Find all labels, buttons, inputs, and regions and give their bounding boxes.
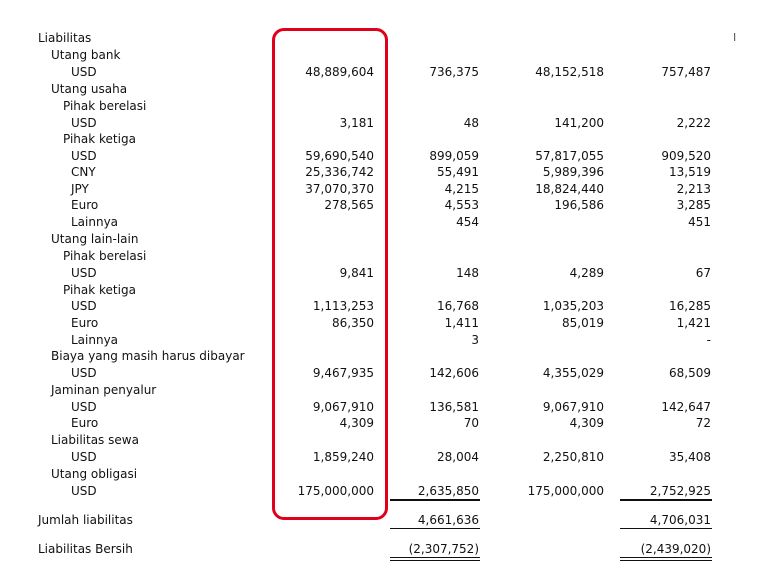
- cell-col1: 175,000,000: [297, 484, 374, 498]
- cell-col2: 148: [456, 266, 479, 280]
- cell-col2: 55,491: [437, 165, 479, 179]
- row-label: USD: [71, 116, 97, 130]
- row-label: Euro: [71, 316, 99, 330]
- cell-col2: 1,411: [444, 316, 479, 330]
- row-label: JPY: [71, 182, 89, 196]
- row-label: USD: [71, 149, 97, 163]
- subtotal-rule-col2: [390, 499, 480, 501]
- cell-col2: 16,768: [437, 299, 479, 313]
- cell-col1: 9,467,935: [312, 366, 374, 380]
- cell-col3: 9,067,910: [542, 400, 604, 414]
- cell-col4: 4,706,031: [649, 513, 711, 527]
- row-label: USD: [71, 65, 97, 79]
- cell-col1: 48,889,604: [305, 65, 374, 79]
- table-row: [0, 541, 765, 557]
- cell-col3: 5,989,396: [542, 165, 604, 179]
- cell-col4: 72: [695, 416, 711, 430]
- cell-col4: 68,509: [669, 366, 711, 380]
- cell-col3: 4,309: [569, 416, 604, 430]
- row-label: Pihak berelasi: [63, 99, 147, 113]
- row-label: USD: [71, 400, 97, 414]
- cell-col2: 28,004: [437, 450, 479, 464]
- row-label: USD: [71, 366, 97, 380]
- cell-col4: (2,439,020): [640, 542, 711, 556]
- total-rule-col4: [620, 528, 712, 529]
- cell-col2: 899,059: [429, 149, 479, 163]
- cell-col4: 16,285: [669, 299, 711, 313]
- row-label: Pihak ketiga: [63, 132, 136, 146]
- row-label: Lainnya: [71, 333, 119, 347]
- cell-col3: 57,817,055: [535, 149, 604, 163]
- cell-col3: 85,019: [562, 316, 604, 330]
- cell-col2: 136,581: [429, 400, 479, 414]
- cell-col2: 4,661,636: [417, 513, 479, 527]
- cell-col2: 48: [463, 116, 479, 130]
- cell-col3: 175,000,000: [527, 484, 604, 498]
- row-label: USD: [71, 484, 97, 498]
- cell-col3: 18,824,440: [535, 182, 604, 196]
- cell-col3: 141,200: [554, 116, 604, 130]
- cell-col4: 2,222: [676, 116, 711, 130]
- cell-col1: 9,841: [339, 266, 374, 280]
- cell-col4: 35,408: [669, 450, 711, 464]
- cell-col1: 4,309: [339, 416, 374, 430]
- row-label: Euro: [71, 416, 99, 430]
- net-rule-col2-b: [390, 560, 480, 561]
- cell-col4: 13,519: [669, 165, 711, 179]
- cell-col1: 3,181: [339, 116, 374, 130]
- cell-col3: 4,355,029: [542, 366, 604, 380]
- cell-col4: 757,487: [661, 65, 711, 79]
- cell-col4: 3,285: [676, 198, 711, 212]
- cell-col3: 48,152,518: [535, 65, 604, 79]
- cell-col1: 86,350: [332, 316, 374, 330]
- cell-col3: 1,035,203: [542, 299, 604, 313]
- row-label: Pihak ketiga: [63, 283, 136, 297]
- cell-col2: 454: [456, 215, 479, 229]
- page-marker: I: [733, 31, 737, 44]
- row-label: Euro: [71, 198, 99, 212]
- cell-col4: 1,421: [676, 316, 711, 330]
- cell-col1: 9,067,910: [312, 400, 374, 414]
- total-rule-col2: [390, 528, 480, 529]
- cell-col4: 909,520: [661, 149, 711, 163]
- cell-col1: 1,859,240: [312, 450, 374, 464]
- row-label: Biaya yang masih harus dibayar: [51, 349, 245, 363]
- cell-col1: 1,113,253: [312, 299, 374, 313]
- cell-col1: 37,070,370: [305, 182, 374, 196]
- cell-col1: 25,336,742: [305, 165, 374, 179]
- row-label: Liabilitas: [38, 31, 92, 45]
- row-label: Utang lain-lain: [51, 232, 139, 246]
- cell-col2: 2,635,850: [417, 484, 479, 498]
- row-label: Jumlah liabilitas: [38, 513, 133, 527]
- cell-col2: 4,215: [444, 182, 479, 196]
- row-label: USD: [71, 450, 97, 464]
- cell-col2: 70: [463, 416, 479, 430]
- cell-col2: 4,553: [444, 198, 479, 212]
- cell-col4: 2,213: [676, 182, 711, 196]
- highlight-box: [272, 28, 388, 520]
- subtotal-rule-col4: [620, 499, 712, 501]
- net-rule-col4-a: [620, 557, 712, 558]
- cell-col4: 451: [688, 215, 711, 229]
- cell-col2: 142,606: [429, 366, 479, 380]
- row-label: Jaminan penyalur: [51, 383, 157, 397]
- cell-col2: 3: [471, 333, 479, 347]
- cell-col2: (2,307,752): [408, 542, 479, 556]
- cell-col2: 736,375: [429, 65, 479, 79]
- cell-col4: 67: [695, 266, 711, 280]
- cell-col1: 59,690,540: [305, 149, 374, 163]
- row-label: USD: [71, 266, 97, 280]
- row-label: Pihak berelasi: [63, 249, 147, 263]
- cell-col3: 4,289: [569, 266, 604, 280]
- row-label: Utang obligasi: [51, 467, 138, 481]
- row-label: Utang usaha: [51, 82, 128, 96]
- cell-col4: 2,752,925: [649, 484, 711, 498]
- cell-col4: 142,647: [661, 400, 711, 414]
- cell-col3: 2,250,810: [542, 450, 604, 464]
- cell-col4: -: [706, 333, 711, 347]
- row-label: Utang bank: [51, 48, 121, 62]
- row-label: Liabilitas Bersih: [38, 542, 133, 556]
- row-label: Lainnya: [71, 215, 119, 229]
- row-label: USD: [71, 299, 97, 313]
- net-rule-col2-a: [390, 557, 480, 558]
- row-label: CNY: [71, 165, 96, 179]
- cell-col1: 278,565: [324, 198, 374, 212]
- row-label: Liabilitas sewa: [51, 433, 139, 447]
- cell-col3: 196,586: [554, 198, 604, 212]
- net-rule-col4-b: [620, 560, 712, 561]
